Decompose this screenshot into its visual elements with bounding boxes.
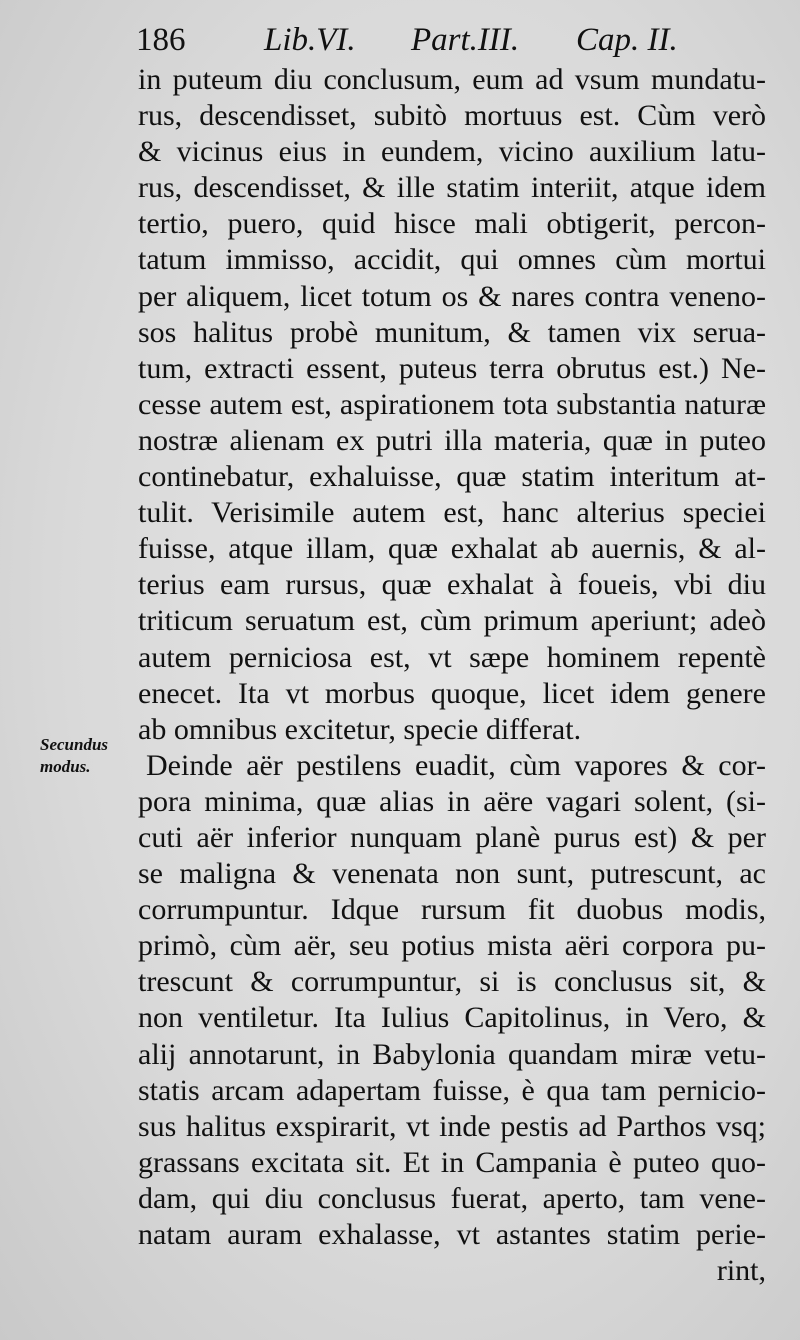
text-line: & vicinus eius in eundem, vicino auxilium latu- (138, 135, 766, 169)
margin-note (40, 734, 136, 778)
text-line: sos halitus probè munitum, & tamen vix serua- (138, 315, 766, 349)
text-line: enecet. Ita vt morbus quoque, licet idem genere (138, 676, 766, 710)
body-text (138, 62, 766, 1289)
book-label: Lib.VI. (264, 22, 356, 58)
text-line: grassans excitata sit. Et in Campania è puteo quo- (138, 1145, 766, 1179)
text-line: per aliquem, licet totum os & nares contra veneno- (138, 279, 766, 313)
text-line: primò, cùm aër, seu potius mista aëri corpora pu- (138, 929, 766, 963)
catchword: rint, (716, 1254, 766, 1288)
text-line: sus halitus exspirarit, vt inde pestis ad Parthos vsq; (138, 1109, 766, 1143)
text-line: cuti aër inferior nunquam planè purus est) & per (138, 820, 766, 854)
text-line: natam auram exhalasse, vt astantes statim perie- (138, 1218, 766, 1251)
margin-note-line: modus. (40, 757, 91, 776)
text-line: non ventiletur. Ita Iulius Capitolinus, in Vero, & (138, 1001, 766, 1035)
text-line: rus, descendisset, & ille statim interiit, atque idem (138, 171, 766, 205)
margin-note-line: Secundus (40, 735, 109, 754)
text-line: in puteum diu conclusum, eum ad vsum mundatu- (138, 63, 766, 96)
text-line: statis arcam adapertam fuisse, è qua tam pernicio- (138, 1073, 766, 1107)
text-line: continebatur, exhaluisse, quæ statim interitum at- (138, 460, 766, 494)
text-line: tum, extracti essent, puteus terra obrutus est.) Ne- (138, 351, 766, 385)
text-line: ab omnibus excitetur, specie differat. (138, 712, 582, 746)
running-header (136, 22, 696, 62)
text-line: cesse autem est, aspirationem tota substantia naturæ (138, 387, 766, 421)
text-line: tatum immisso, accidit, qui omnes cùm mortui (138, 243, 766, 277)
text-line: nostræ alienam ex putri illa materia, quæ in puteo (138, 423, 766, 457)
text-line: tulit. Verisimile autem est, hanc alterius speciei (138, 496, 766, 530)
text-line: corrumpuntur. Idque rursum fit duobus modis, (138, 893, 766, 927)
part-label: Part.III. (411, 22, 520, 58)
text-line: trescunt & corrumpuntur, si is conclusus sit, & (138, 965, 766, 999)
text-line: autem perniciosa est, vt sæpe hominem repentè (138, 640, 766, 674)
text-line: Deinde aër pestilens euadit, cùm vapores & cor- (146, 748, 766, 782)
text-line: se maligna & venenata non sunt, putrescunt, ac (138, 857, 766, 891)
text-line: rus, descendisset, subitò mortuus est. Cùm verò (138, 99, 766, 133)
text-line: terius eam rursus, quæ exhalat à foueis, vbi diu (138, 568, 766, 602)
text-line: alij annotarunt, in Babylonia quandam miræ vetu- (138, 1037, 766, 1071)
text-line: triticum seruatum est, cùm primum aperiunt; adeò (138, 604, 766, 638)
text-line: fuisse, atque illam, quæ exhalat ab auernis, & al- (138, 532, 766, 566)
text-line: tertio, puero, quid hisce mali obtigerit, percon- (138, 207, 766, 241)
text-line: pora minima, quæ alias in aëre vagari solent, (si- (138, 784, 766, 818)
text-line: dam, qui diu conclusus fuerat, aperto, tam vene- (138, 1181, 766, 1215)
page-number: 186 (136, 22, 186, 58)
chapter-label: Cap. II. (576, 22, 678, 58)
